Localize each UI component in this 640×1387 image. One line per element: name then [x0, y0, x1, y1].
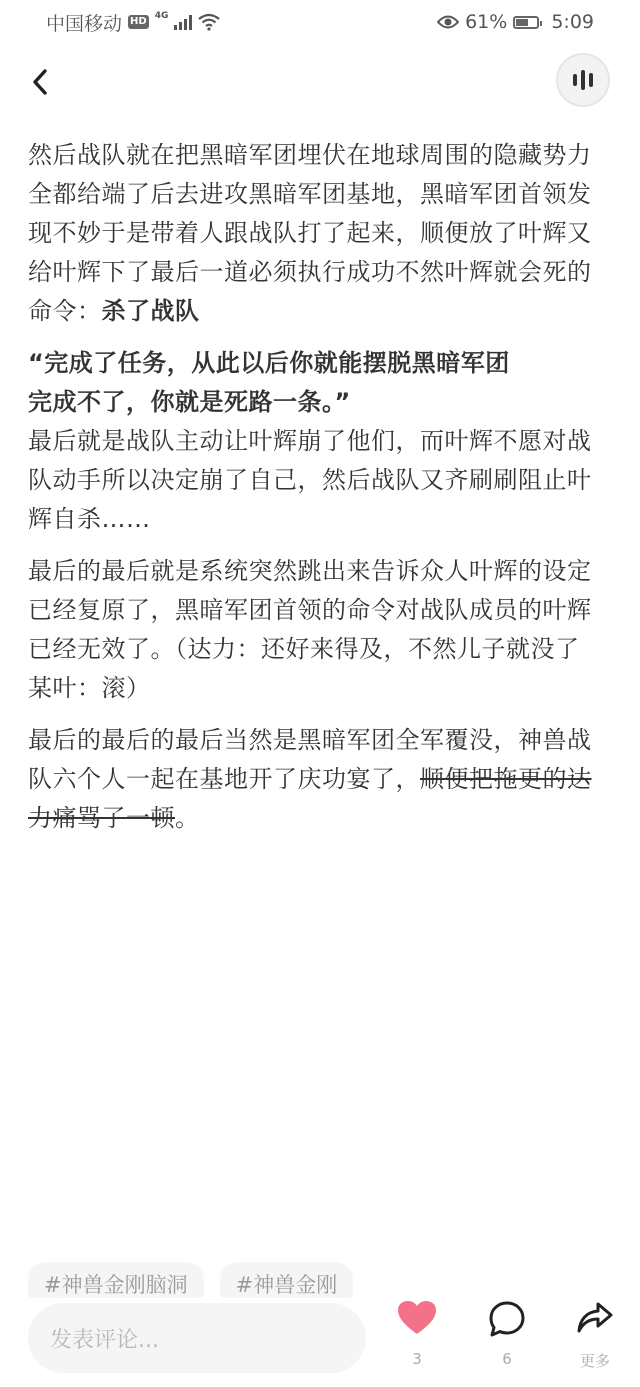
audio-bar — [589, 73, 593, 87]
article-paragraph-3: 最后的最后就是系统突然跳出来告诉众人叶辉的设定已经复原了，黑暗军团首领的命令对战队成员的叶辉已经无效了。（达力：还好来得及，不然儿子就没了 某叶：滚） — [28, 557, 604, 702]
paragraph-bold-text: 杀了战队 — [101, 297, 200, 325]
article-paragraph-2: 最后就是战队主动让叶辉崩了他们，而叶辉不愿对战队动手所以决定崩了自己，然后战队又齐刷刷阻止叶辉自杀…… — [28, 427, 592, 533]
battery-icon — [513, 16, 539, 29]
more-button[interactable] — [560, 1300, 630, 1380]
share-arrow-icon — [576, 1300, 614, 1336]
status-bar — [0, 0, 640, 44]
heart-icon — [397, 1300, 437, 1336]
like-button[interactable] — [382, 1300, 452, 1380]
tag-chip[interactable]: #神兽金刚 — [220, 1262, 354, 1298]
comment-placeholder: 发表评论... — [50, 1327, 159, 1353]
article-paragraph-1 — [28, 136, 594, 331]
chevron-left-icon — [30, 68, 50, 96]
status-right — [437, 11, 594, 33]
more-label: 更多 — [579, 1352, 610, 1370]
bold-quote-line-2: 完成不了，你就是死路一条。” — [28, 388, 351, 416]
article-body — [28, 136, 604, 851]
wifi-icon — [198, 13, 220, 31]
strikethrough-text: 顺便把拖更的达力痛骂了一顿 — [28, 765, 592, 832]
speech-bubble-icon — [488, 1300, 526, 1338]
audio-bar — [581, 70, 585, 90]
clock: 5:09 — [551, 11, 594, 33]
comment-count: 6 — [502, 1350, 512, 1368]
eye-icon — [437, 14, 459, 30]
paragraph-text: 然后战队就在把黑暗军团埋伏在地球周围的隐藏势力全都给端了后去进攻黑暗军团基地，黑暗军团首领发现不妙于是带着人跟战队打了起来，顺便放了叶辉又给叶辉下了最后一道必须执行成功不然叶辉就会死的命令： — [28, 141, 592, 325]
comment-button[interactable] — [472, 1300, 542, 1380]
like-count: 3 — [412, 1350, 422, 1368]
paragraph-text: 最后的最后的最后当然是黑暗军团全军覆没，神兽战队六个人一起在基地开了庆功宴了， — [28, 726, 592, 793]
status-left — [46, 9, 220, 36]
battery-percent: 61% — [465, 11, 508, 33]
network-badge: 4G — [154, 11, 169, 21]
hd-badge: HD — [130, 16, 147, 27]
tag-list — [28, 1262, 353, 1298]
battery-fill — [516, 19, 528, 26]
audio-bars-icon — [573, 74, 577, 86]
bold-quote-line-1: “完成了任务，从此以后你就能摆脱黑暗军团 — [28, 349, 510, 377]
signal-icon — [174, 14, 192, 30]
back-button[interactable] — [22, 62, 58, 102]
carrier-label: 中国移动 — [46, 12, 123, 35]
paragraph-end: 。 — [175, 804, 200, 832]
comment-input[interactable] — [28, 1303, 366, 1373]
article-paragraph-4 — [28, 721, 594, 838]
audio-button[interactable] — [556, 53, 610, 107]
tag-chip[interactable]: #神兽金刚脑洞 — [28, 1262, 204, 1298]
